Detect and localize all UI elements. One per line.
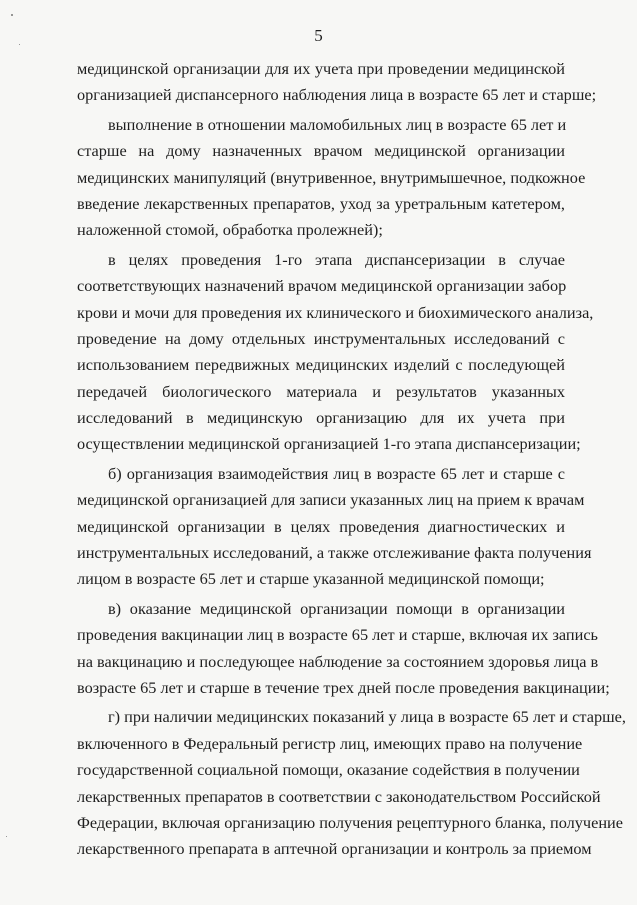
text-line: медицинской организацией для записи указанных лиц на прием к врачам: [77, 490, 585, 510]
text-line: лицом в возрасте 65 лет и старше указанной медицинской помощи;: [77, 569, 545, 589]
text-line: возрасте 65 лет и старше в течение трех дней после проведения вакцинации;: [77, 677, 610, 697]
text-line: медицинской организации в целях проведения диагностических и: [77, 516, 565, 536]
paragraph: [77, 461, 592, 593]
text-line: государственной социальной помощи, оказание содействия в получении: [77, 760, 580, 780]
text-line: лекарственных препаратов в соответствии с законодательством Российской: [77, 786, 601, 806]
text-line: в) оказание медицинской организации помощи в организации: [108, 598, 565, 618]
text-line: осуществлении медицинской организацией 1-го этапа диспансеризации;: [77, 434, 581, 454]
scan-speck: [6, 836, 7, 837]
text-line: крови и мочи для проведения их клинического и биохимического анализа,: [77, 302, 594, 322]
text-line: исследований в медицинскую организацию для их учета при: [77, 408, 565, 428]
text-line: г) при наличии медицинских показаний у лица в возрасте 65 лет и старше,: [108, 707, 626, 727]
text-line: лекарственного препарата в аптечной организации и контроль за приемом: [77, 839, 592, 859]
text-line: передачей биологического материала и результатов указанных: [77, 381, 565, 401]
text-line: включенного в Федеральный регистр лиц, имеющих право на получение: [77, 733, 583, 753]
paragraph: [77, 112, 586, 244]
text-line: проведения вакцинации лиц в возрасте 65 лет и старше, включая их запись: [77, 625, 598, 645]
scan-speck: [19, 44, 20, 45]
text-line: в целях проведения 1-го этапа диспансеризации в случае: [108, 249, 565, 269]
text-line: организацией диспансерного наблюдения лица в возрасте 65 лет и старше;: [77, 85, 597, 105]
text-line: выполнение в отношении маломобильных лиц в возрасте 65 лет и: [108, 114, 567, 134]
text-line: соответствующих назначений врачом медицинской организации забор: [77, 276, 567, 296]
scan-speck: [11, 14, 13, 16]
document-body: [77, 56, 626, 863]
paragraph: [77, 56, 597, 109]
paragraph: [77, 247, 594, 458]
paragraph: [77, 704, 626, 862]
paragraph: [77, 596, 610, 702]
text-line: Федерации, включая организацию получения рецептурного бланка, получение: [77, 812, 623, 832]
text-line: введение лекарственных препаратов, уход за уретральным катетером,: [77, 193, 565, 213]
text-line: медицинской организации для их учета при проведении медицинской: [77, 59, 565, 78]
text-line: на вакцинацию и последующее наблюдение за состоянием здоровья лица в: [77, 651, 599, 671]
page-number: 5: [314, 26, 323, 45]
text-line: наложенной стомой, обработка пролежней);: [77, 220, 383, 240]
text-line: б) организация взаимодействия лиц в возрасте 65 лет и старше с: [108, 463, 565, 483]
text-line: инструментальных исследований, а также отслеживание факта получения: [77, 543, 592, 563]
text-line: использованием передвижных медицинских изделий с последующей: [77, 355, 565, 375]
text-line: медицинских манипуляций (внутривенное, внутримышечное, подкожное: [77, 167, 586, 187]
text-line: проведение на дому отдельных инструментальных исследований с: [77, 328, 565, 348]
text-line: старше на дому назначенных врачом медицинской организации: [77, 141, 565, 161]
